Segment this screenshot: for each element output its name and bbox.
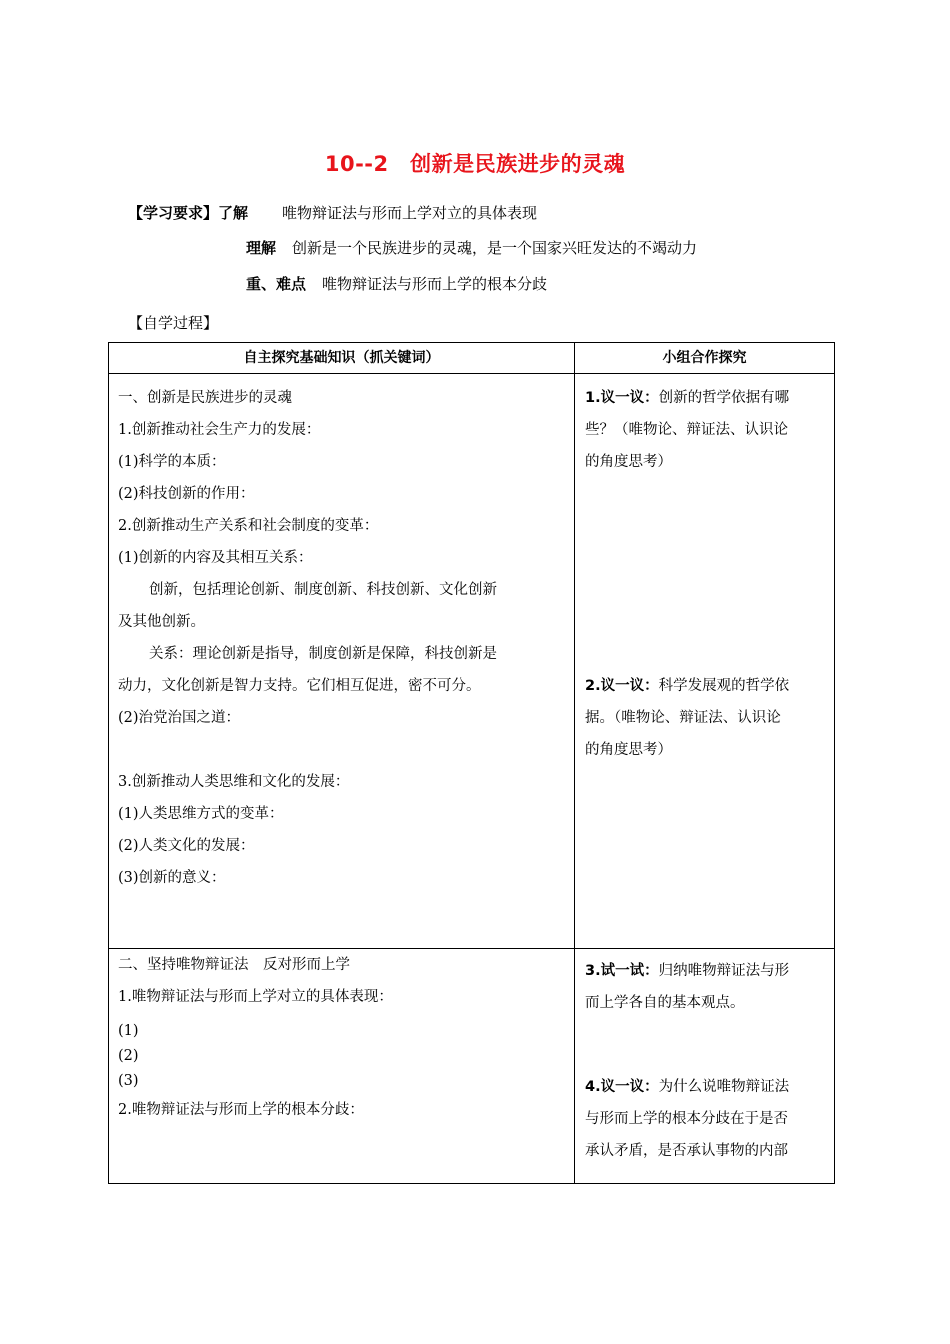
study-table bbox=[108, 342, 835, 1184]
question-1-line: 创新的哲学依据有哪 bbox=[658, 390, 790, 406]
requirement-understand bbox=[128, 203, 537, 223]
header-left: 自主探究基础知识（抓关键词） bbox=[109, 343, 575, 374]
list-item: (2)人类文化的发展： bbox=[118, 838, 255, 854]
list-item: (2)科技创新的作用： bbox=[118, 486, 255, 502]
question-1-label: 1.议一议： bbox=[585, 390, 659, 406]
question-2 bbox=[585, 674, 789, 695]
list-item: (1)人类思维方式的变革： bbox=[118, 806, 284, 822]
list-item: (1) bbox=[118, 1023, 139, 1039]
comprehend-text: 创新是一个民族进步的灵魂，是一个国家兴旺发达的不竭动力 bbox=[292, 239, 698, 257]
list-item: 2.创新推动生产关系和社会制度的变革： bbox=[118, 518, 379, 534]
list-item: 2.唯物辩证法与形而上学的根本分歧： bbox=[118, 1102, 364, 1118]
question-2-label: 2.议一议： bbox=[585, 678, 659, 694]
question-2-line: 的角度思考） bbox=[585, 742, 672, 758]
comprehend-label: 理解 bbox=[246, 239, 277, 257]
question-4-line: 承认矛盾，是否承认事物的内部 bbox=[585, 1143, 788, 1159]
list-item: 1.唯物辩证法与形而上学对立的具体表现： bbox=[118, 989, 393, 1005]
table-row bbox=[109, 374, 835, 949]
key-text: 唯物辩证法与形而上学的根本分歧 bbox=[322, 275, 548, 293]
understand-text: 唯物辩证法与形而上学对立的具体表现 bbox=[282, 204, 538, 222]
question-3-label: 3.试一试： bbox=[585, 963, 659, 979]
question-4-line: 为什么说唯物辩证法 bbox=[658, 1079, 790, 1095]
question-3 bbox=[585, 959, 789, 980]
question-4-line: 与形而上学的根本分歧在于是否 bbox=[585, 1111, 788, 1127]
question-1-line: 些？（唯物论、辩证法、认识论 bbox=[585, 422, 788, 438]
question-4-label: 4.议一议： bbox=[585, 1079, 659, 1095]
section-1-heading: 一、创新是民族进步的灵魂 bbox=[118, 390, 292, 406]
list-item: (3) bbox=[118, 1073, 139, 1089]
row1-right-cell bbox=[575, 374, 835, 949]
question-2-line: 科学发展观的哲学依 bbox=[658, 678, 790, 694]
question-2-line: 据。（唯物论、辩证法、认识论 bbox=[585, 710, 781, 726]
list-item: (2) bbox=[118, 1048, 139, 1064]
list-item: (1)创新的内容及其相互关系： bbox=[118, 550, 313, 566]
requirement-comprehend bbox=[246, 238, 697, 258]
process-label: 【自学过程】 bbox=[128, 314, 219, 332]
question-1 bbox=[585, 386, 789, 407]
row1-left-cell bbox=[109, 374, 575, 949]
question-1-line: 的角度思考） bbox=[585, 454, 672, 470]
section-2-heading: 二、坚持唯物辩证法 反对形而上学 bbox=[118, 957, 350, 973]
list-item: (2)治党治国之道： bbox=[118, 710, 241, 726]
requirements-label: 【学习要求】 bbox=[128, 204, 219, 222]
list-item: 3.创新推动人类思维和文化的发展： bbox=[118, 774, 350, 790]
table-header-row bbox=[109, 343, 835, 374]
understand-label: 了解 bbox=[218, 204, 249, 222]
row2-left-cell bbox=[109, 949, 575, 1184]
question-3-line: 而上学各自的基本观点。 bbox=[585, 995, 745, 1011]
list-item: 及其他创新。 bbox=[118, 614, 205, 630]
question-3-line: 归纳唯物辩证法与形 bbox=[658, 963, 790, 979]
list-item: 1.创新推动社会生产力的发展： bbox=[118, 422, 321, 438]
list-item: 关系：理论创新是指导，制度创新是保障，科技创新是 bbox=[149, 646, 497, 662]
page-title: 10--2 创新是民族进步的灵魂 bbox=[324, 152, 626, 176]
key-label: 重、难点 bbox=[246, 275, 307, 293]
row2-right-cell bbox=[575, 949, 835, 1184]
table-row bbox=[109, 949, 835, 1184]
question-4 bbox=[585, 1075, 789, 1096]
requirement-key bbox=[246, 274, 547, 294]
list-item: 动力，文化创新是智力支持。它们相互促进，密不可分。 bbox=[118, 678, 481, 694]
list-item: (3)创新的意义： bbox=[118, 870, 226, 886]
list-item: 创新，包括理论创新、制度创新、科技创新、文化创新 bbox=[149, 582, 497, 598]
list-item: (1)科学的本质： bbox=[118, 454, 226, 470]
header-right: 小组合作探究 bbox=[575, 343, 835, 374]
